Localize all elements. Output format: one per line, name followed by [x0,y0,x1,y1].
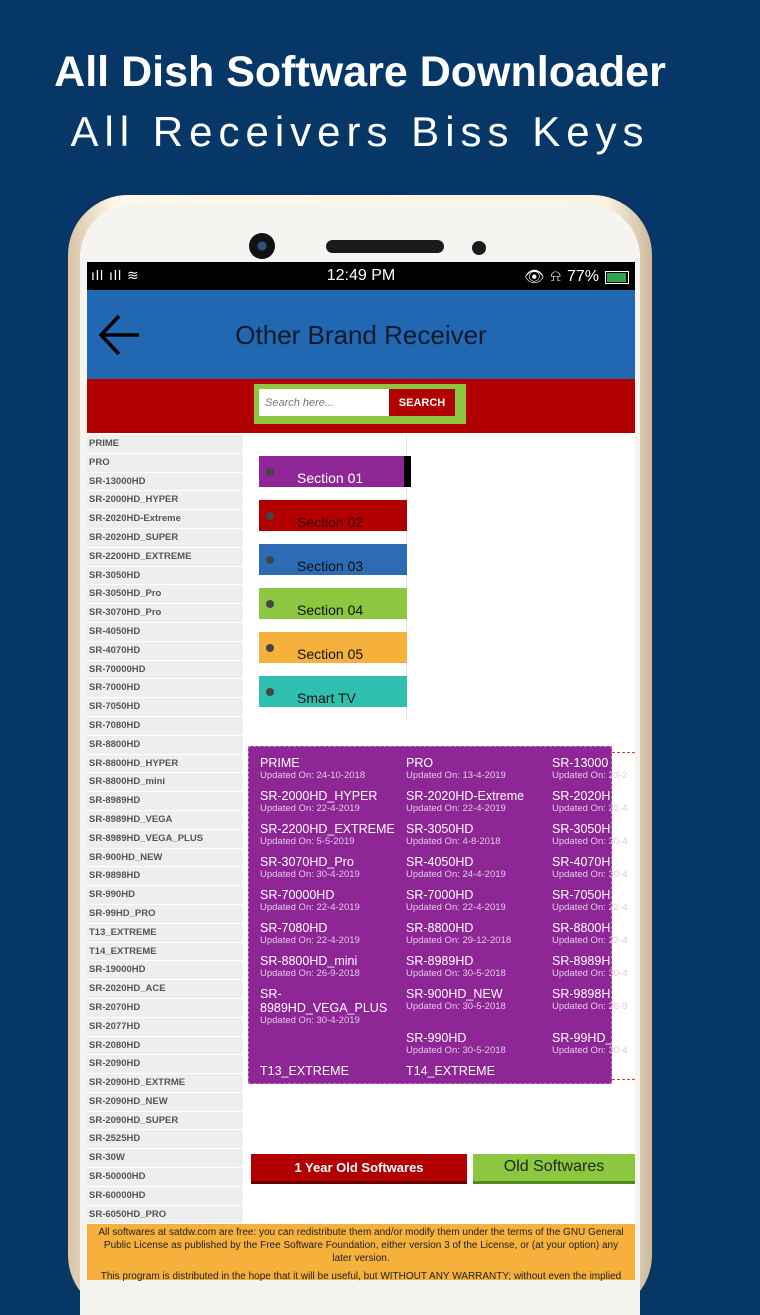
software-name: SR-990HD [406,1031,467,1045]
sidebar-item[interactable]: SR-99HD_PRO [87,905,243,924]
sidebar-item[interactable]: SR-8800HD [87,736,243,755]
software-updated-date: Updated On: 22-4 [552,935,628,946]
section-tabs [259,456,407,720]
section-tab-label: Section 02 [297,514,364,530]
sidebar-item[interactable]: SR-9898HD [87,867,243,886]
sidebar-item[interactable]: SR-7050HD [87,698,243,717]
software-name: SR-900HD_NEW [406,987,503,1001]
software-item[interactable] [552,822,698,851]
software-name: SR-4050HD [406,855,474,869]
software-grid-viewport [248,746,628,1084]
sidebar-item[interactable]: SR-8989HD_VEGA [87,811,243,830]
sidebar-item[interactable]: T14_EXTREME [87,943,243,962]
software-updated-date: Updated On: 30-5-2018 [406,968,506,979]
sidebar-item[interactable]: PRO [87,454,243,473]
sidebar-item[interactable]: SR-30W [87,1149,243,1168]
sidebar-item[interactable]: SR-990HD [87,886,243,905]
software-updated-date: Updated On: 30-4-2019 [260,1015,360,1026]
software-item[interactable] [406,921,552,950]
sidebar-item[interactable]: SR-2080HD [87,1037,243,1056]
software-updated-date: Updated On: 22-4 [552,803,628,814]
sidebar-item[interactable]: SR-7000HD [87,679,243,698]
section-tab-label: Section 01 [297,470,364,486]
software-updated-date: Updated On: 30-4-2019 [260,869,360,880]
sidebar-item[interactable]: SR-2090HD_EXTRME [87,1074,243,1093]
software-name: SR-2020HD-Extreme [406,789,525,803]
software-item[interactable] [552,921,698,950]
software-name: SR-99HD_ [552,1031,613,1045]
status-bar [87,262,635,290]
software-item[interactable] [406,855,552,884]
software-updated-date: Updated On: 30-4 [552,869,628,880]
software-name: SR-9898H [552,987,611,1001]
sidebar-item[interactable]: SR-3050HD_Pro [87,585,243,604]
software-name: SR-13000 [552,756,609,770]
section-tab[interactable] [259,676,407,707]
bullet-icon [266,556,274,564]
sidebar-item[interactable]: PRIME [87,435,243,454]
software-name: SR-8800HD_mini [260,954,358,968]
sidebar-item[interactable]: SR-8800HD_HYPER [87,755,243,774]
software-updated-date: Updated On: 29-12-2018 [406,935,512,946]
software-item[interactable] [552,855,698,884]
software-name: SR-2200HD_EXTREME [260,822,395,836]
sidebar-item[interactable]: SR-4070HD [87,642,243,661]
license-text: All softwares at satdw.com are free: you can redistribute them and/or modify them under the terms of the GNU General Public License as published by the Free Software Foundation, either version 3 of the License, or (at your option) any later version. [98,1227,624,1264]
software-updated-date: Updated On: 22-4-2019 [260,803,360,814]
search-bar [87,379,635,433]
sidebar-item[interactable]: SR-2090HD_SUPER [87,1112,243,1131]
software-item[interactable] [406,1064,552,1093]
software-item[interactable] [552,1031,698,1060]
receiver-list [87,435,243,1224]
software-item[interactable] [260,987,406,1027]
software-name: SR-3050HD [406,822,474,836]
software-updated-date: Updated On: 13-4-2019 [406,770,506,781]
software-updated-date: Updated On: 26-9 [552,1001,628,1012]
software-item[interactable] [260,822,406,851]
software-name: SR-8800H [552,921,611,935]
status-time: 12:49 PM [326,267,396,284]
sidebar-item[interactable]: SR-8989HD [87,792,243,811]
software-item[interactable] [552,954,698,983]
sidebar-item[interactable]: SR-2525HD [87,1130,243,1149]
software-item[interactable] [406,1031,552,1060]
software-updated-date: Updated On: 30-4 [552,1045,628,1056]
software-item[interactable] [406,954,552,983]
section-tab[interactable] [259,500,407,531]
software-name: SR-7050H [552,888,611,902]
search-input[interactable] [259,389,389,416]
sidebar-item[interactable]: SR-2000HD_HYPER [87,491,243,510]
search-button[interactable]: SEARCH [389,389,455,416]
software-item[interactable] [552,756,698,785]
sidebar-item[interactable]: SR-60000HD [87,1187,243,1206]
sidebar-item[interactable]: SR-7080HD [87,717,243,736]
bullet-icon [266,644,274,652]
front-camera-icon [249,233,275,259]
software-updated-date: Updated On: 22-4-2019 [406,803,506,814]
sidebar-item[interactable]: SR-2070HD [87,999,243,1018]
software-name: SR-8989HD [406,954,474,968]
software-item[interactable] [406,789,552,818]
sidebar-item[interactable]: SR-6050HD_PRO [87,1206,243,1225]
software-name: SR-3050H [552,822,611,836]
sidebar-item[interactable]: SR-19000HD [87,961,243,980]
software-item[interactable] [260,954,406,983]
sidebar-item[interactable]: SR-2020HD_SUPER [87,529,243,548]
software-updated-date: Updated On: 24-4-2019 [406,869,506,880]
software-item[interactable] [260,756,406,785]
section-tab[interactable] [259,544,407,575]
search-box [254,384,466,424]
sidebar-item[interactable]: SR-3050HD [87,567,243,586]
sidebar-item[interactable]: SR-8989HD_VEGA_PLUS [87,830,243,849]
sidebar-item[interactable]: SR-3070HD_Pro [87,604,243,623]
sidebar-item[interactable]: SR-8800HD_mini [87,773,243,792]
software-name: SR-8800HD [406,921,474,935]
software-name: SR-7080HD [260,921,328,935]
earpiece-speaker [326,240,444,253]
bullet-icon [266,688,274,696]
proximity-sensor [472,241,486,255]
page-title: Other Brand Receiver [235,320,487,350]
sidebar-item[interactable]: SR-2090HD_NEW [87,1093,243,1112]
sidebar-item[interactable]: SR-2090HD [87,1055,243,1074]
software-item[interactable] [406,822,552,851]
software-item[interactable] [552,888,698,917]
software-item[interactable] [406,987,552,1027]
software-updated-date: Updated On: 22-4-2019 [406,902,506,913]
eye-icon: 👁 [524,269,545,286]
software-item[interactable] [260,921,406,950]
bullet-icon [266,468,274,476]
sidebar-item[interactable]: SR-4050HD [87,623,243,642]
one-year-old-softwares-button[interactable]: 1 Year Old Softwares [251,1154,467,1184]
software-name: PRO [406,756,434,770]
software-updated-date: Updated On: 23-2 [552,770,628,781]
alarm-off-icon: ⍾ [550,268,561,285]
software-updated-date: Updated On: 4-8-2018 [406,836,501,847]
software-updated-date: Updated On: 22-4 [552,902,628,913]
sidebar-item[interactable]: SR-2020HD-Extreme [87,510,243,529]
license-footer [87,1224,635,1280]
status-right [524,267,629,287]
section-tab-label: Smart TV [297,690,356,706]
software-item[interactable] [552,1064,698,1093]
sidebar-item[interactable]: SR-13000HD [87,473,243,492]
software-item[interactable] [552,789,698,818]
software-name: SR-70000HD [260,888,335,902]
sidebar-item[interactable]: SR-2077HD [87,1018,243,1037]
software-updated-date: Updated On: 5-5-2019 [260,836,355,847]
phone-screen [87,262,635,1280]
software-updated-date: Updated On: 30-4 [552,836,628,847]
software-name: T13_EXTREME [260,1064,349,1078]
bullet-icon [266,600,274,608]
software-item[interactable] [260,855,406,884]
bullet-icon [266,512,274,520]
software-grid [260,756,760,1093]
promo-subtitle: All Receivers Biss Keys [70,108,650,155]
app-bar [87,290,635,379]
battery-icon [605,271,629,284]
software-name: SR-2020H [552,789,611,803]
battery-percent: 77% [566,268,599,285]
software-item[interactable] [260,1031,406,1060]
sidebar-item[interactable]: SR-2020HD_ACE [87,980,243,999]
sidebar-item[interactable]: SR-50000HD [87,1168,243,1187]
signal-wifi-icon: ıll ıll ≋ [91,267,140,283]
software-updated-date: Updated On: 22-4-2019 [260,902,360,913]
software-name: SR-3070HD_Pro [260,855,354,869]
software-updated-date: Updated On: 24-10-2018 [260,770,366,781]
software-name: PRIME [260,756,300,770]
old-softwares-button[interactable]: Old Softwares [473,1154,635,1184]
software-name: SR-8989HD_VEGA_PLUS [260,987,388,1015]
section-tab[interactable] [259,632,407,663]
section-tab[interactable] [259,456,407,487]
software-name: SR-7000HD [406,888,474,902]
software-name: SR-8989H [552,954,611,968]
software-updated-date: Updated On: 30-5-2018 [406,1045,506,1056]
software-updated-date: Updated On: 22-4-2019 [260,935,360,946]
software-name: T14_EXTREME [406,1064,495,1078]
sidebar-item[interactable]: SR-70000HD [87,661,243,680]
software-item[interactable] [260,888,406,917]
software-updated-date: Updated On: 26-9-2018 [260,968,360,979]
software-name: SR-4070H [552,855,611,869]
software-item[interactable] [260,1064,406,1093]
software-item[interactable] [552,987,698,1027]
section-tab-label: Section 03 [297,558,364,574]
software-name: SR-2000HD_HYPER [260,789,378,803]
sidebar-item[interactable]: SR-2200HD_EXTREME [87,548,243,567]
software-item[interactable] [406,888,552,917]
section-tab-label: Section 05 [297,646,364,662]
license-text-2: This program is distributed in the hope that it will be useful, but WITHOUT ANY WARRANTY; without even the implied [100,1271,622,1282]
software-updated-date: Updated On: 30-5-2018 [406,1001,506,1012]
sidebar-item[interactable]: SR-900HD_NEW [87,849,243,868]
software-item[interactable] [406,756,552,785]
section-tab-label: Section 04 [297,602,364,618]
software-item[interactable] [260,789,406,818]
promo-title: All Dish Software Downloader [54,48,666,96]
software-updated-date: Updated On: 30-4 [552,968,628,979]
sidebar-item[interactable]: T13_EXTREME [87,924,243,943]
section-tab[interactable] [259,588,407,619]
